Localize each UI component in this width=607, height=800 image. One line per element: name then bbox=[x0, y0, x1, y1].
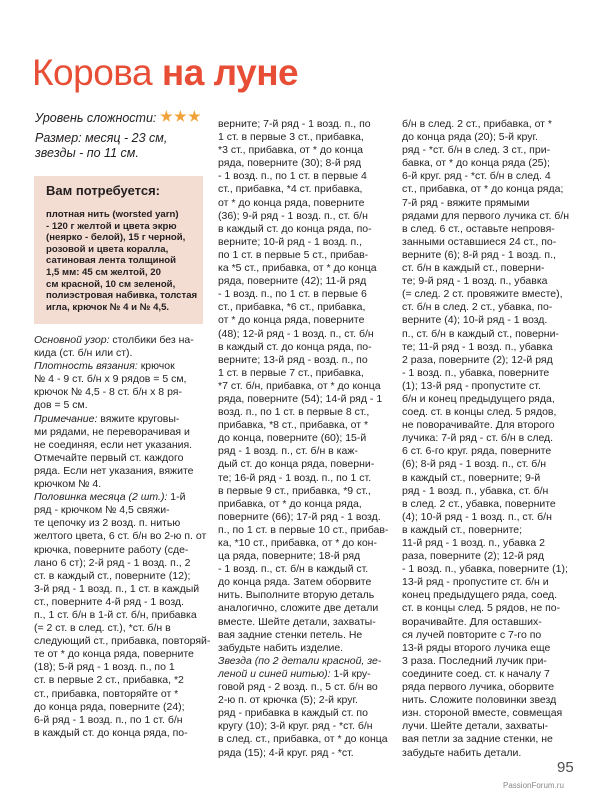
text-line: ряд - прибавка в каждый ст. по bbox=[218, 707, 368, 720]
text-line: в каждый ст. до конца ряда, по- bbox=[218, 222, 372, 235]
materials-heading: Вам потребуется: bbox=[46, 183, 160, 198]
text-line: б/н и конец предыдущего ряда, bbox=[402, 392, 555, 405]
text-line: конец предыдущего ряда, соед. bbox=[402, 589, 558, 602]
text-line: ворачивайте. Для оставших- bbox=[402, 615, 542, 628]
text-line: дый ст. до конца ряда, поверни- bbox=[218, 458, 375, 471]
title-part-1: Корова bbox=[32, 52, 162, 93]
difficulty-label: Уровень сложности: bbox=[35, 111, 157, 125]
text-line: *3 ст., прибавка, от * до конца bbox=[218, 144, 363, 157]
text-line: 2-ю п. от крючка (5); 2-й круг. bbox=[218, 694, 358, 707]
materials-line: см красной, 10 см зеленой, bbox=[46, 278, 176, 290]
text-line: ряда, поверните (54); 14-й ряд - 1 bbox=[218, 392, 383, 405]
text-line: (1); 13-й ряд - пропустите ст. bbox=[402, 379, 541, 392]
text-line: ми рядами, не переворачивая и bbox=[34, 425, 190, 438]
materials-box bbox=[34, 176, 203, 324]
text-line: Звезда (по 2 детали красной, зе- bbox=[218, 654, 382, 667]
text-line: № 4 - 9 ст. б/н х 9 рядов = 5 см, bbox=[34, 373, 187, 386]
text-line: по 1 ст. в первые 5 ст., прибав- bbox=[218, 248, 369, 261]
text-line: ка *5 ст., прибавка, от * до конца bbox=[218, 262, 377, 275]
text-column-3 bbox=[402, 118, 586, 760]
text-line: 7-й ряд - вяжите прямыми bbox=[402, 196, 530, 209]
text-line: Примечание: вяжите круговы- bbox=[34, 412, 180, 425]
text-line: ся лучей повторите с 7-го по bbox=[402, 628, 542, 641]
materials-line: (неярко - белой), 15 г черной, bbox=[46, 232, 186, 244]
text-line: п., ст. б/н в каждый ст., поверни- bbox=[402, 327, 559, 340]
text-line: ст., прибавка, повторяйте от * bbox=[34, 687, 179, 700]
text-column-2 bbox=[218, 118, 400, 760]
text-line: (18); 5-й ряд - 1 возд. п., по 1 bbox=[34, 661, 175, 674]
text-line: ца ряда, поверните; 18-й ряд bbox=[218, 550, 361, 563]
text-line: 2 раза, поверните (2); 12-й ряд bbox=[402, 353, 553, 366]
text-line: те; 16-й ряд - 1 возд. п., по 1 ст. bbox=[218, 471, 372, 484]
text-line: прибавка, *8 ст., прибавка, от * bbox=[218, 419, 369, 432]
text-line: вместе. Шейте детали, захваты- bbox=[218, 615, 376, 628]
materials-line: - 120 г желтой и цвета экрю bbox=[46, 220, 177, 232]
text-column-1 bbox=[34, 334, 214, 740]
text-line: желтого цвета, 6 ст. б/н во 2-ю п. от bbox=[34, 530, 207, 543]
text-line: кругу (10); 3-й круг. ряд - *ст. б/н bbox=[218, 720, 373, 733]
text-line: 1 ст. в первые 3 ст., прибавка, bbox=[218, 131, 364, 144]
text-line: крючка, поверните работу (сде- bbox=[34, 543, 189, 556]
star-icon bbox=[160, 110, 173, 123]
text-line: ст., прибавка, от * до конца ряда; bbox=[402, 183, 564, 196]
text-line: нить. Сложите половинки звезд bbox=[402, 694, 557, 707]
text-line: - 1 возд. п., убавка, поверните bbox=[402, 366, 550, 379]
text-line: ст. в концы след. 5 рядов, не по- bbox=[402, 602, 561, 615]
text-line: Отмечайте первый ст. каждого bbox=[34, 451, 184, 464]
text-line: 3-й ряд - 1 возд. п., 1 ст. в каждый bbox=[34, 582, 200, 595]
text-line: аналогично, сложите две детали bbox=[218, 602, 379, 615]
text-line: дов = 5 см. bbox=[34, 399, 88, 412]
page-title bbox=[32, 52, 298, 94]
difficulty-line bbox=[35, 110, 202, 127]
text-line: 1 ст. в первые 7 ст., прибавка, bbox=[218, 366, 364, 379]
text-line: 13-й ряды второго лучика еще bbox=[402, 641, 551, 654]
text-line: говой ряд - 2 возд. п., 5 ст. б/н во bbox=[218, 681, 378, 694]
text-line: Половинка месяца (2 шт.): 1-й bbox=[34, 491, 186, 504]
text-line: ст. в первые 2 ст., прибавка, *2 bbox=[34, 674, 184, 687]
text-line: вая петли за задние стенки, не bbox=[402, 733, 553, 746]
text-line: соедините соед. ст. к началу 7 bbox=[402, 667, 550, 680]
text-line: до конца ряда (20); 5-й круг. bbox=[402, 131, 538, 144]
text-line: кида (ст. б/н или ст). bbox=[34, 347, 133, 360]
watermark: PassionForum.ru bbox=[503, 781, 564, 790]
text-line: крючком № 4. bbox=[34, 478, 102, 491]
text-line: (= 2 ст. в след. ст.), *ст. б/н в bbox=[34, 622, 171, 635]
page-number: 95 bbox=[557, 759, 574, 776]
text-line: бавка, от * до конца ряда (25); bbox=[402, 157, 550, 170]
text-line: верните; 7-й ряд - 1 возд. п., по bbox=[218, 118, 371, 130]
text-line: до конца ряда, поверните (24); bbox=[34, 700, 185, 713]
text-line: 3 раза. Последний лучик при- bbox=[402, 654, 547, 667]
text-line: не поворачивайте. Для второго bbox=[402, 419, 555, 432]
text-line: до конца ряда. Затем оборвите bbox=[218, 576, 372, 589]
size-line-2: звезды - по 11 см. bbox=[35, 146, 139, 160]
text-line: лучика: 7-й ряд - ст. б/н в след. bbox=[402, 432, 554, 445]
text-line: те от * до конца ряда, поверните bbox=[34, 648, 194, 661]
text-line: 6 ст. 6-го круг. ряда, поверните bbox=[402, 445, 552, 458]
text-line: б/н в след. 2 ст., прибавка, от * bbox=[402, 118, 552, 130]
text-line: ст., прибавка, *6 ст., прибавка, bbox=[218, 301, 366, 314]
text-line: (6); 8-й ряд - 1 возд. п., ст. б/н bbox=[402, 458, 547, 471]
text-line: верните; 10-й ряд - 1 возд. п., bbox=[218, 235, 362, 248]
text-line: лано 6 ст); 2-й ряд - 1 возд. п., 2 bbox=[34, 556, 191, 569]
text-line: Плотность вязания: крючок bbox=[34, 360, 175, 373]
text-line: (48); 12-й ряд - 1 возд. п., ст. б/н bbox=[218, 327, 374, 340]
text-line: поверните (66); 17-й ряд - 1 возд. bbox=[218, 510, 381, 523]
text-line: занными оставшиеся 24 ст., по- bbox=[402, 235, 557, 248]
materials-line: 1,5 мм: 45 см желтой, 20 bbox=[46, 266, 161, 278]
materials-line: плотная нить (worsted yarn) bbox=[46, 209, 179, 220]
text-line: - 1 возд. п., убавка, поверните (1); bbox=[402, 563, 568, 576]
materials-line: игла, крючок № 4 и № 4,5. bbox=[46, 301, 170, 313]
text-line: ряда, поверните (30); 8-й ряд bbox=[218, 157, 362, 170]
materials-line: розовой и цвета коралла, bbox=[46, 243, 169, 255]
text-line: - 1 возд. п., ст. б/н в каждый ст. bbox=[218, 563, 369, 576]
text-line: в след. 6 ст., оставьте непровя- bbox=[402, 222, 555, 235]
text-line: вая задние стенки петель. Не bbox=[218, 628, 363, 641]
text-line: в каждый ст. до конца ряда, по- bbox=[34, 726, 188, 739]
star-icon bbox=[188, 110, 201, 123]
text-line: ряд - 1 возд. п., ст. б/н в каж- bbox=[218, 445, 358, 458]
text-line: изн. стороной вместе, совмещая bbox=[402, 707, 563, 720]
text-line: ст., поверните 4-й ряд - 1 возд. bbox=[34, 595, 184, 608]
text-line: верните (4); 10-й ряд - 1 возд. bbox=[402, 314, 548, 327]
text-line: 11-й ряд - 1 возд. п., убавка 2 bbox=[402, 537, 545, 549]
text-line: в каждый ст., поверните; 9-й bbox=[402, 471, 541, 484]
text-line: *7 ст. б/н, прибавка, от * до конца bbox=[218, 379, 381, 392]
text-line: в первые 9 ст., прибавка, *9 ст., bbox=[218, 484, 371, 497]
text-line: ст. в каждый ст., поверните (12); bbox=[34, 569, 191, 582]
text-line: соед. ст. в концы след. 5 рядов, bbox=[402, 406, 557, 419]
text-line: ст. б/н в каждый ст., поверни- bbox=[402, 262, 545, 275]
text-line: ряда первого лучика, оборвите bbox=[402, 681, 555, 694]
difficulty-stars bbox=[160, 110, 202, 127]
text-line: забудьте набить изделие. bbox=[218, 641, 344, 654]
text-line: от * до конца ряда, поверните bbox=[218, 196, 365, 209]
size-line-1: Размер: месяц - 23 см, bbox=[35, 131, 168, 145]
star-icon bbox=[174, 110, 187, 123]
text-line: не соединяя, если нет указания. bbox=[34, 438, 193, 451]
text-line: ряда. Если нет указания, вяжите bbox=[34, 464, 194, 477]
text-line: те; 11-й ряд - 1 возд. п., убавка bbox=[402, 340, 553, 353]
text-line: верните; 13-й ряд - возд. п., по bbox=[218, 353, 368, 366]
text-line: прибавка, от * до конца ряда, bbox=[218, 497, 362, 510]
text-line: ряд - крючком № 4,5 свяжи- bbox=[34, 504, 170, 517]
text-line: ст. б/н в след. 2 ст., убавка, по- bbox=[402, 301, 553, 314]
text-line: Основной узор: столбики без на- bbox=[34, 334, 194, 346]
text-line: ряд - *ст. б/н в след. 3 ст., при- bbox=[402, 144, 551, 157]
materials-line: сатиновая лента толщиной bbox=[46, 255, 177, 267]
text-line: следующий ст., прибавка, повторяй- bbox=[34, 635, 211, 648]
text-line: в след. 2 ст., убавка, поверните bbox=[402, 497, 556, 510]
text-line: возд. п., по 1 ст. в первые 8 ст., bbox=[218, 406, 370, 419]
text-line: в каждый ст., поверните; bbox=[402, 523, 523, 536]
text-line: ст., прибавка, *4 ст. прибавка, bbox=[218, 183, 363, 196]
text-line: ряд - 1 возд. п., убавка, ст. б/н bbox=[402, 484, 549, 497]
text-line: крючок № 4,5 - 8 ст. б/н х 8 ря- bbox=[34, 386, 182, 399]
text-line: до конца, поверните (60); 15-й bbox=[218, 432, 367, 445]
text-line: 13-й ряд - пропустите ст. б/н и bbox=[402, 576, 549, 589]
text-line: 6-й ряд - 1 возд. п., по 1 ст. б/н bbox=[34, 713, 183, 726]
text-line: те цепочку из 2 возд. п. нитью bbox=[34, 517, 181, 530]
text-line: в след. ст., прибавка, от * до конца bbox=[218, 733, 388, 746]
text-line: леной и синей нитью): 1-й кру- bbox=[218, 667, 371, 680]
text-line: 6-й круг. ряд - *ст. б/н в след. 4 bbox=[402, 170, 551, 183]
title-part-2: на луне bbox=[161, 52, 299, 93]
text-line: забудьте набить детали. bbox=[402, 746, 522, 759]
text-line: те; 9-й ряд - 1 возд. п., убавка bbox=[402, 275, 548, 288]
text-line: нить. Выполните вторую деталь bbox=[218, 589, 375, 602]
materials-line: полиэстровая набивка, толстая bbox=[46, 290, 198, 302]
text-line: ка, *10 ст., прибавка, от * до кон- bbox=[218, 537, 377, 549]
text-line: (= след. 2 ст. провяжите вместе), bbox=[402, 288, 563, 301]
text-line: - 1 возд. п., по 1 ст. в первые 6 bbox=[218, 288, 367, 301]
text-line: п., по 1 ст. в первые 10 ст., прибав- bbox=[218, 523, 389, 536]
text-line: (36); 9-й ряд - 1 возд. п., ст. б/н bbox=[218, 209, 368, 222]
text-line: ряда (15); 4-й круг. ряд - *ст. bbox=[218, 746, 354, 759]
text-line: рядами для первого лучика ст. б/н bbox=[402, 209, 570, 222]
text-line: п., 1 ст. б/н в 1-й ст. б/н, прибавка bbox=[34, 608, 197, 621]
text-line: ряда, поверните (42); 11-й ряд bbox=[218, 275, 367, 288]
text-line: в каждый ст. до конца ряда, по- bbox=[218, 340, 372, 353]
materials-list bbox=[46, 209, 199, 313]
text-line: - 1 возд. п., по 1 ст. в первые 4 bbox=[218, 170, 367, 183]
text-line: от * до конца ряда, поверните bbox=[218, 314, 365, 327]
text-line: (4); 10-й ряд - 1 возд. п., ст. б/н bbox=[402, 510, 552, 523]
text-line: раза, поверните (2); 12-й ряд bbox=[402, 550, 544, 563]
text-line: верните (6); 8-й ряд - 1 возд. п., bbox=[402, 248, 556, 261]
text-line: лучи. Шейте детали, захваты- bbox=[402, 720, 549, 733]
